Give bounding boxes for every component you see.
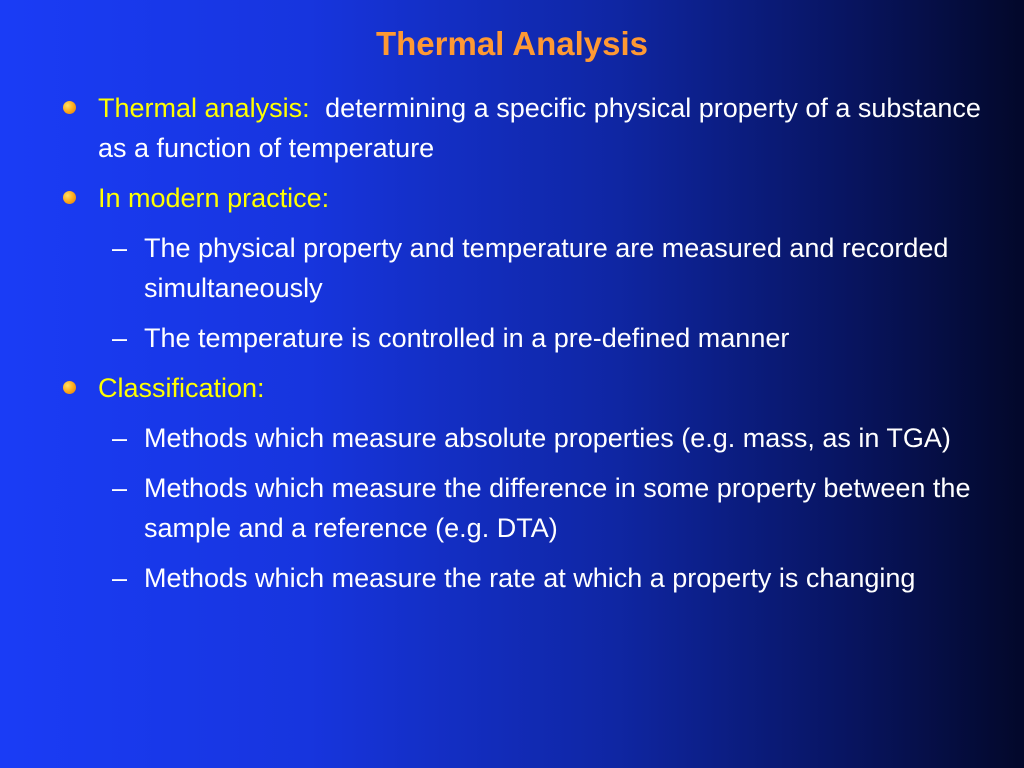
sub-item-text: Methods which measure the rate at which a property is changing — [144, 563, 916, 593]
bullet-dot-icon — [63, 191, 76, 204]
slide-content — [60, 88, 990, 608]
sub-item-text: The temperature is controlled in a pre-defined manner — [144, 323, 790, 353]
sub-item — [60, 318, 990, 358]
bullet-thermal-analysis — [60, 88, 990, 168]
dash-marker: – — [112, 473, 128, 503]
bullet-lead: Thermal analysis: — [98, 93, 310, 123]
dash-marker: – — [112, 563, 128, 593]
bullet-lead: Classification: — [98, 373, 265, 403]
bullet-dot-icon — [63, 381, 76, 394]
sub-item — [60, 468, 990, 548]
dash-marker: – — [112, 233, 128, 263]
dash-marker: – — [112, 423, 128, 453]
sub-item-text: The physical property and temperature are measured and recorded simultaneously — [144, 233, 949, 303]
sub-item-text: Methods which measure absolute properties (e.g. mass, as in TGA) — [144, 423, 951, 453]
sub-item — [60, 418, 990, 458]
bullet-modern-practice — [60, 178, 990, 218]
bullet-classification — [60, 368, 990, 408]
bullet-lead: In modern practice: — [98, 183, 330, 213]
bullet-text: determining a specific physical property of a substance as a function of temperature — [98, 93, 981, 163]
dash-marker: – — [112, 323, 128, 353]
bullet-dot-icon — [63, 101, 76, 114]
sub-item-text: Methods which measure the difference in some property between the sample and a reference (e.g. DTA) — [144, 473, 971, 543]
slide-title: Thermal Analysis — [375, 25, 649, 62]
sub-item — [60, 558, 990, 598]
sub-item — [60, 228, 990, 308]
